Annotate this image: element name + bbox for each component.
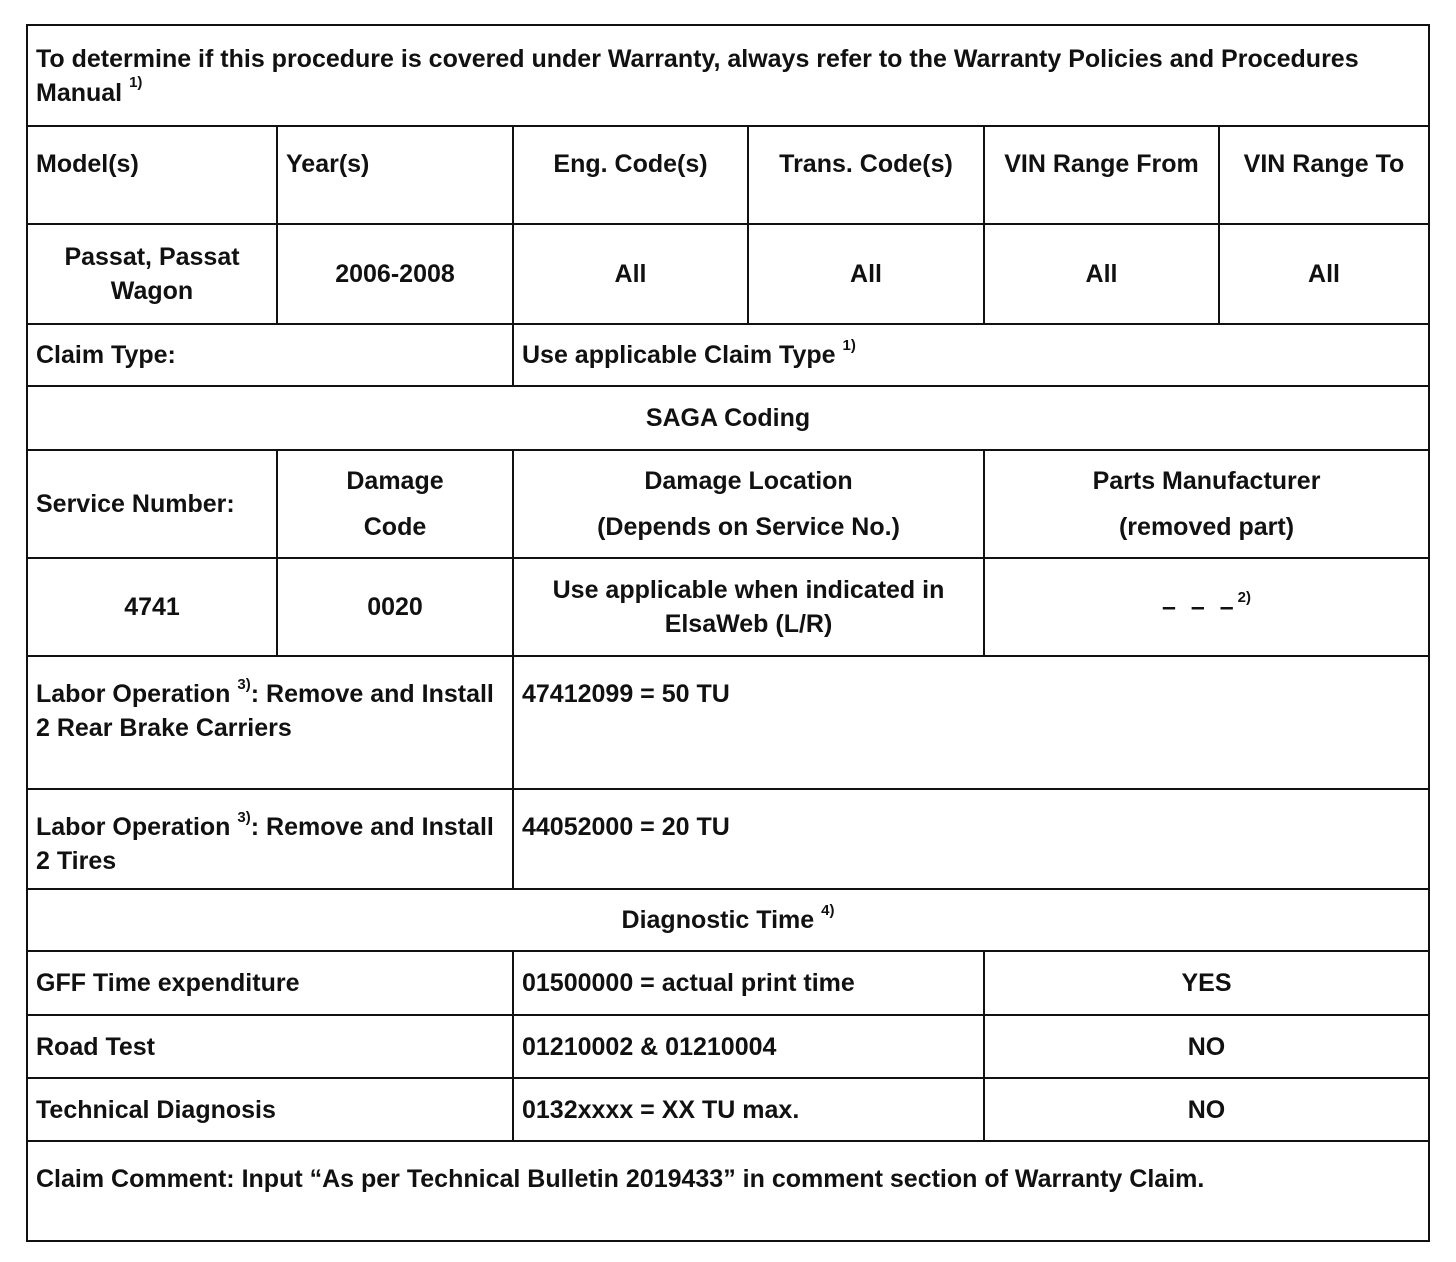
vehicle-data-row — [27, 224, 1429, 324]
labor-operation-prefix: Labor Operation — [36, 680, 231, 708]
labor-operation-row — [27, 789, 1429, 889]
footnote-ref: 1) — [129, 74, 143, 92]
diagnostic-code: 01210002 & 01210004 — [513, 1015, 984, 1078]
footnote-ref: 3) — [237, 808, 251, 826]
header-vin-from: VIN Range From — [984, 126, 1219, 224]
diagnostic-label: Technical Diagnosis — [27, 1078, 513, 1141]
diagnostic-code: 0132xxxx = XX TU max. — [513, 1078, 984, 1141]
cell-damage-location: Use applicable when indicated in ElsaWeb (L/R) — [513, 558, 984, 656]
warranty-table-document — [26, 24, 1428, 1240]
footnote-ref: 4) — [821, 901, 835, 919]
header-models: Model(s) — [27, 126, 277, 224]
parts-manufacturer-label — [984, 450, 1429, 558]
cell-model: Passat, Passat Wagon — [27, 224, 277, 324]
cell-service-number: 4741 — [27, 558, 277, 656]
damage-location-label — [513, 450, 984, 558]
labor-operation-value: 47412099 = 50 TU — [513, 656, 1429, 789]
cell-eng-codes: All — [513, 224, 748, 324]
cell-vin-to: All — [1219, 224, 1429, 324]
claim-type-value: Use applicable Claim Type — [522, 341, 836, 369]
cell-years: 2006-2008 — [277, 224, 513, 324]
diagnostic-flag: NO — [984, 1078, 1429, 1141]
claim-type-row — [27, 324, 1429, 386]
parts-manufacturer-value: – – – — [1162, 593, 1238, 621]
damage-code-label-line1: Damage — [346, 467, 444, 495]
diagnostic-row — [27, 951, 1429, 1015]
cell-damage-code: 0020 — [277, 558, 513, 656]
diagnostic-row — [27, 1078, 1429, 1141]
diagnostic-time-title — [27, 889, 1429, 951]
diagnostic-label: GFF Time expenditure — [27, 951, 513, 1015]
claim-comment-row — [27, 1141, 1429, 1241]
header-trans-codes: Trans. Code(s) — [748, 126, 984, 224]
labor-operation-prefix: Labor Operation — [36, 813, 231, 841]
notice-row — [27, 25, 1429, 126]
diagnostic-flag: YES — [984, 951, 1429, 1015]
damage-location-label-line2: (Depends on Service No.) — [597, 513, 900, 541]
damage-code-label — [277, 450, 513, 558]
diagnostic-row — [27, 1015, 1429, 1078]
header-eng-codes: Eng. Code(s) — [513, 126, 748, 224]
warranty-notice-text: To determine if this procedure is covered under Warranty, always refer to the Warranty Policies and Procedures Manual — [36, 44, 1359, 107]
cell-parts-manufacturer — [984, 558, 1429, 656]
damage-location-label-line1: Damage Location — [644, 467, 853, 495]
diagnostic-code: 01500000 = actual print time — [513, 951, 984, 1015]
warranty-notice — [27, 25, 1429, 126]
saga-coding-title: SAGA Coding — [27, 386, 1429, 450]
labor-operation-label — [27, 656, 513, 789]
claim-comment: Claim Comment: Input “As per Technical Bulletin 2019433” in comment section of Warranty Claim. — [27, 1141, 1429, 1241]
warranty-table — [26, 24, 1430, 1242]
labor-operation-label — [27, 789, 513, 889]
labor-operation-value: 44052000 = 20 TU — [513, 789, 1429, 889]
cell-trans-codes: All — [748, 224, 984, 324]
cell-vin-from: All — [984, 224, 1219, 324]
diagnostic-time-title-text: Diagnostic Time — [621, 906, 815, 934]
diagnostic-label: Road Test — [27, 1015, 513, 1078]
service-number-label: Service Number: — [27, 450, 277, 558]
claim-type-label: Claim Type: — [27, 324, 513, 386]
damage-code-label-line2: Code — [363, 513, 427, 541]
header-vin-to: VIN Range To — [1219, 126, 1429, 224]
labor-operation-row — [27, 656, 1429, 789]
footnote-ref: 1) — [842, 336, 856, 354]
saga-title-row — [27, 386, 1429, 450]
parts-manufacturer-label-line1: Parts Manufacturer — [1092, 467, 1321, 495]
labor-operation-description: : Remove and Install 2 Rear Brake Carriers — [36, 680, 494, 742]
parts-manufacturer-label-line2: (removed part) — [1118, 513, 1295, 541]
footnote-ref: 2) — [1237, 588, 1251, 606]
footnote-ref: 3) — [237, 675, 251, 693]
vehicle-header-row — [27, 126, 1429, 224]
diagnostic-title-row — [27, 889, 1429, 951]
claim-type-cell — [513, 324, 1429, 386]
diagnostic-flag: NO — [984, 1015, 1429, 1078]
labor-operation-description: : Remove and Install 2 Tires — [36, 813, 494, 875]
saga-header-row — [27, 450, 1429, 558]
saga-data-row — [27, 558, 1429, 656]
header-years: Year(s) — [277, 126, 513, 224]
